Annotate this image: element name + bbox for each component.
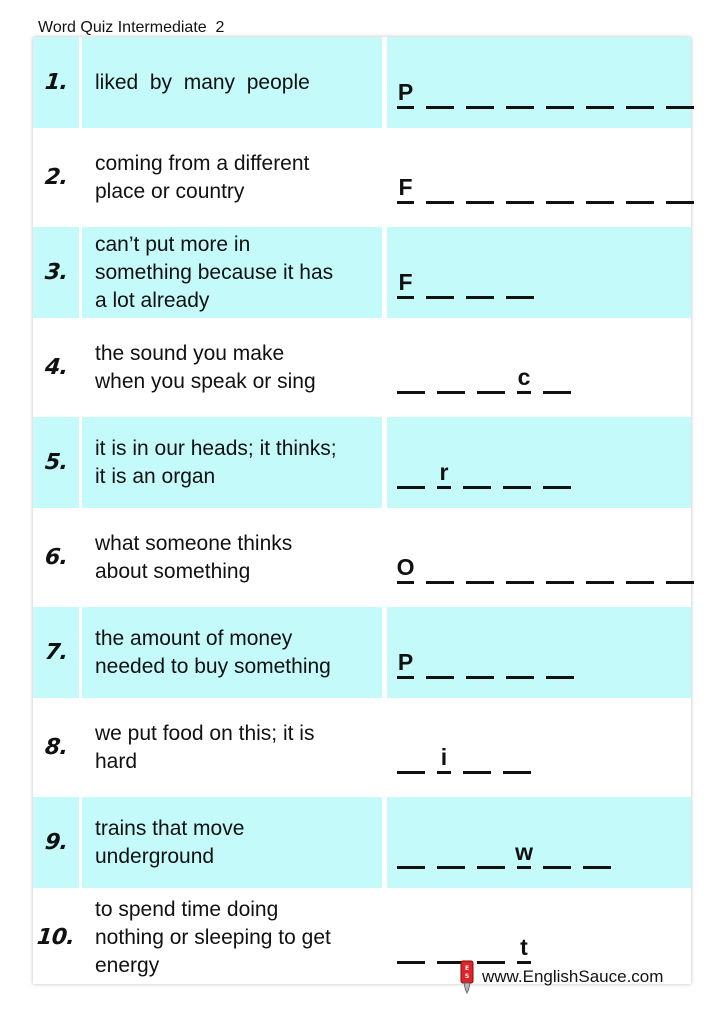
clue-line: about something <box>95 559 251 583</box>
answer-blanks <box>397 69 694 109</box>
clue-line: something because it has <box>95 260 334 284</box>
clue-cell <box>82 132 382 223</box>
site-url: www.EnglishSauce.com <box>482 967 664 986</box>
clue-line: the sound you make <box>95 341 285 365</box>
answer-blank <box>666 550 694 584</box>
answer-blank <box>506 645 534 679</box>
answer-blank <box>626 75 654 109</box>
clue-cell <box>82 797 382 888</box>
answer-blank <box>586 75 614 109</box>
clue-line: it is in our heads; it thinks; <box>95 436 337 460</box>
clue-cell <box>82 417 382 508</box>
clue-line: can’t put more in <box>95 232 251 256</box>
clue-text <box>95 69 310 97</box>
answer-blank <box>426 170 454 204</box>
clue-text <box>95 625 331 681</box>
clue-cell <box>82 512 382 603</box>
answer-blank <box>546 550 574 584</box>
answer-blank <box>397 835 425 869</box>
clue-cell <box>82 227 382 318</box>
answer-blank <box>666 170 694 204</box>
logo-letter-e: E <box>464 965 470 972</box>
clue-text <box>95 340 316 396</box>
answer-given-letter: c <box>517 360 531 394</box>
question-number-cell <box>33 607 79 698</box>
answer-blank <box>397 360 425 394</box>
answer-cell <box>387 132 691 223</box>
clue-cell <box>82 37 382 128</box>
answer-blank <box>506 75 534 109</box>
clue-line: what someone thinks <box>95 531 293 555</box>
answer-blanks <box>397 354 571 394</box>
answer-blank <box>626 550 654 584</box>
answer-given-letter: O <box>397 550 414 584</box>
question-number: 9. <box>43 830 69 855</box>
clue-cell <box>82 702 382 793</box>
answer-cell <box>387 417 691 508</box>
answer-blanks <box>397 164 694 204</box>
answer-blank <box>477 930 505 964</box>
quiz-row <box>33 322 691 413</box>
answer-blank <box>463 740 491 774</box>
answer-cell <box>387 512 691 603</box>
answer-blanks <box>397 639 574 679</box>
clue-line: energy <box>95 953 160 977</box>
clue-cell <box>82 607 382 698</box>
answer-blank <box>437 930 465 964</box>
quiz-row <box>33 132 691 223</box>
answer-given-letter: w <box>517 835 531 869</box>
clue-line: coming from a different <box>95 151 310 175</box>
answer-blank <box>477 360 505 394</box>
question-number-cell <box>33 892 79 983</box>
answer-blank <box>543 360 571 394</box>
clue-text <box>95 896 331 980</box>
answer-blank <box>583 835 611 869</box>
question-number-cell <box>33 227 79 318</box>
answer-given-letter: F <box>397 265 414 299</box>
answer-blanks <box>397 544 694 584</box>
answer-blanks <box>397 734 531 774</box>
answer-blank <box>503 740 531 774</box>
answer-blank <box>586 170 614 204</box>
clue-line: underground <box>95 844 215 868</box>
answer-given-letter: P <box>397 75 414 109</box>
sauce-bottle-icon <box>460 960 474 994</box>
question-number: 5. <box>43 450 69 475</box>
answer-blank <box>437 360 465 394</box>
question-number-cell <box>33 702 79 793</box>
question-number: 6. <box>43 545 69 570</box>
answer-blank <box>426 645 454 679</box>
clue-text <box>95 530 292 586</box>
answer-blank <box>546 75 574 109</box>
quiz-row <box>33 607 691 698</box>
question-number-cell <box>33 512 79 603</box>
clue-line: liked by many people <box>95 70 310 94</box>
question-number-cell <box>33 132 79 223</box>
clue-text <box>95 435 337 491</box>
answer-given-letter: t <box>517 930 531 964</box>
quiz-row <box>33 227 691 318</box>
clue-line: we put food on this; it is <box>95 721 315 745</box>
clue-line: place or country <box>95 179 245 203</box>
question-number-cell <box>33 797 79 888</box>
answer-blank <box>666 75 694 109</box>
clue-line: trains that move <box>95 816 245 840</box>
clue-line: when you speak or sing <box>95 369 316 393</box>
answer-blanks <box>397 259 534 299</box>
answer-blank <box>426 75 454 109</box>
footer <box>460 960 663 994</box>
quiz-row <box>33 37 691 128</box>
clue-cell <box>82 892 382 983</box>
answer-blank <box>397 930 425 964</box>
quiz-row <box>33 702 691 793</box>
question-number-cell <box>33 37 79 128</box>
question-number: 3. <box>43 260 69 285</box>
question-number: 10. <box>35 925 77 950</box>
answer-blank <box>466 265 494 299</box>
answer-cell <box>387 227 691 318</box>
answer-cell <box>387 607 691 698</box>
question-number-cell <box>33 417 79 508</box>
clue-line: to spend time doing <box>95 897 279 921</box>
answer-given-letter: F <box>397 170 414 204</box>
clue-text <box>95 720 314 776</box>
answer-cell <box>387 797 691 888</box>
answer-given-letter: P <box>397 645 414 679</box>
answer-blanks <box>397 449 571 489</box>
clue-line: needed to buy something <box>95 654 331 678</box>
question-number: 4. <box>43 355 69 380</box>
answer-blank <box>506 550 534 584</box>
answer-blank <box>437 835 465 869</box>
answer-blank <box>466 645 494 679</box>
question-number: 7. <box>43 640 69 665</box>
answer-blank <box>466 75 494 109</box>
answer-blank <box>466 170 494 204</box>
clue-cell <box>82 322 382 413</box>
logo-letter-s: S <box>464 973 470 980</box>
clue-line: nothing or sleeping to get <box>95 925 331 949</box>
answer-blank <box>546 170 574 204</box>
question-number-cell <box>33 322 79 413</box>
answer-blanks <box>397 924 531 964</box>
clue-text <box>95 231 333 315</box>
answer-cell <box>387 322 691 413</box>
answer-cell <box>387 37 691 128</box>
answer-blank <box>626 170 654 204</box>
answer-blank <box>543 835 571 869</box>
clue-line: it is an organ <box>95 464 216 488</box>
clue-line: the amount of money <box>95 626 293 650</box>
answer-cell <box>387 702 691 793</box>
question-number: 1. <box>43 70 69 95</box>
answer-blank <box>506 265 534 299</box>
clue-text <box>95 150 309 206</box>
quiz-row <box>33 797 691 888</box>
question-number: 2. <box>43 165 69 190</box>
quiz-row <box>33 512 691 603</box>
worksheet-title: Word Quiz Intermediate 2 <box>38 19 225 36</box>
clue-text <box>95 815 244 871</box>
clue-line: hard <box>95 749 138 773</box>
answer-blank <box>426 550 454 584</box>
question-number: 8. <box>43 735 69 760</box>
answer-blank <box>477 835 505 869</box>
quiz-table <box>33 37 691 984</box>
answer-blank <box>546 645 574 679</box>
answer-blank <box>463 455 491 489</box>
answer-given-letter: r <box>437 455 451 489</box>
answer-blanks <box>397 829 611 869</box>
answer-blank <box>586 550 614 584</box>
quiz-row <box>33 417 691 508</box>
answer-blank <box>506 170 534 204</box>
answer-blank <box>466 550 494 584</box>
answer-given-letter: i <box>437 740 451 774</box>
clue-line: a lot already <box>95 288 210 312</box>
answer-blank <box>503 455 531 489</box>
answer-blank <box>397 455 425 489</box>
answer-blank <box>543 455 571 489</box>
answer-blank <box>397 740 425 774</box>
answer-blank <box>426 265 454 299</box>
